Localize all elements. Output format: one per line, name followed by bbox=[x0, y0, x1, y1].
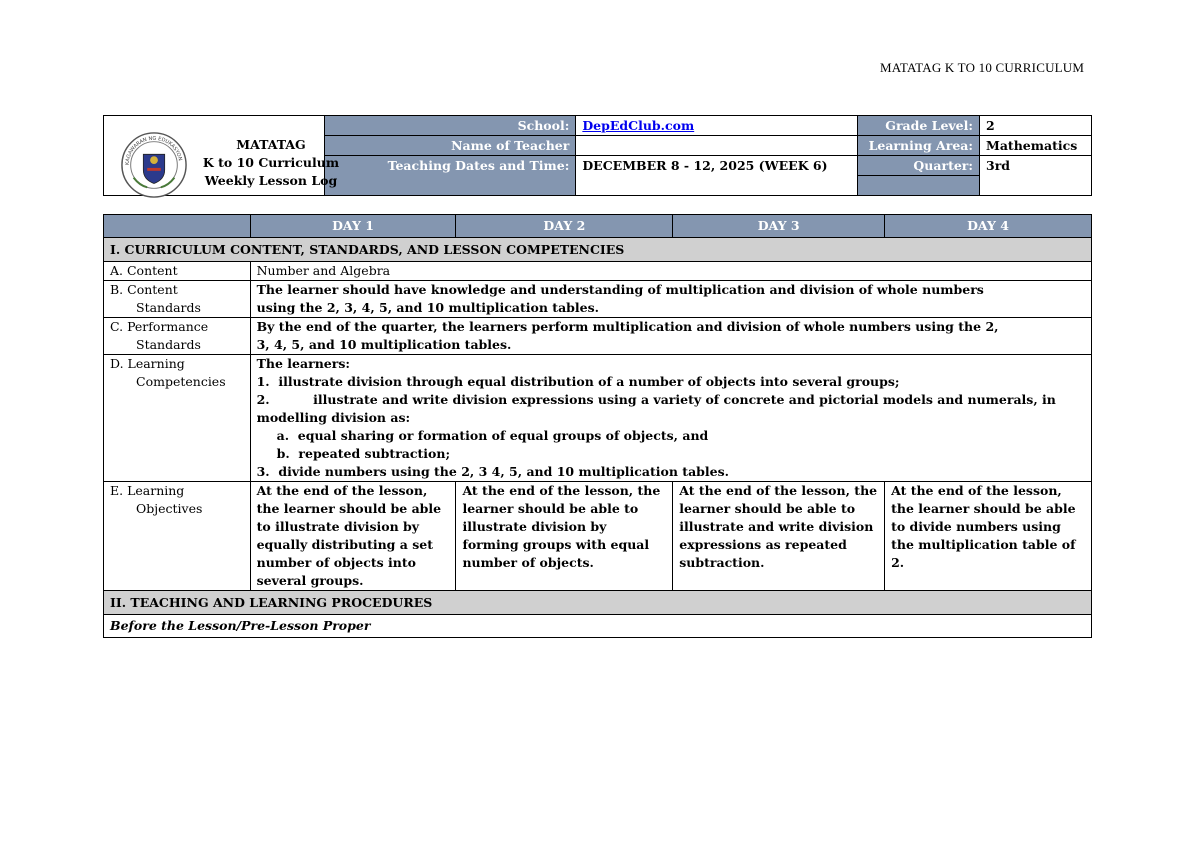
objective-day-4: At the end of the lesson, the learner should be able to divide numbers using the multiplication table of 2. bbox=[885, 482, 1092, 591]
day-header-2: DAY 2 bbox=[456, 215, 673, 238]
quarter-label-fill bbox=[858, 176, 980, 196]
competencies-label-a: D. Learning bbox=[110, 356, 185, 371]
before-lesson-row bbox=[104, 615, 1092, 638]
objectives-row bbox=[104, 482, 1092, 591]
content-standards-label-a: B. Content bbox=[110, 282, 178, 297]
lesson-log-table bbox=[103, 214, 1092, 638]
competency-item-2-sub-a: a. equal sharing or formation of equal groups of objects, and bbox=[276, 428, 709, 443]
competencies-row bbox=[104, 355, 1092, 482]
content-standards-label-b: Standards bbox=[136, 300, 201, 315]
quarter-value: 3rd bbox=[980, 156, 1092, 196]
objectives-label-a: E. Learning bbox=[110, 483, 185, 498]
content-standards-line-1: The learner should have knowledge and understanding of multiplication and division of whole numbers bbox=[256, 282, 984, 297]
day-header-3: DAY 3 bbox=[673, 215, 885, 238]
performance-standards-label-a: C. Performance bbox=[110, 319, 209, 334]
deped-seal-icon bbox=[120, 131, 188, 199]
performance-standards-line-2: 3, 4, 5, and 10 multiplication tables. bbox=[256, 337, 512, 352]
day-header-1: DAY 1 bbox=[250, 215, 456, 238]
learning-area-label: Learning Area: bbox=[858, 136, 980, 156]
performance-standards-line-1: By the end of the quarter, the learners perform multiplication and division of whole numbers using the 2, bbox=[256, 319, 999, 334]
logo-cell bbox=[104, 116, 340, 196]
content-label: A. Content bbox=[104, 262, 251, 281]
section-1-row bbox=[104, 238, 1092, 262]
teacher-label: Name of Teacher bbox=[324, 136, 576, 156]
objective-day-3: At the end of the lesson, the learner should be able to illustrate and write division expressions as repeated subtraction. bbox=[673, 482, 885, 591]
objectives-label-b: Objectives bbox=[136, 501, 203, 516]
grade-level-value: 2 bbox=[980, 116, 1092, 136]
competency-item-2-sub-b: b. repeated subtraction; bbox=[276, 446, 451, 461]
competencies-intro: The learners: bbox=[256, 356, 350, 371]
section-1-title: I. CURRICULUM CONTENT, STANDARDS, AND LESSON COMPETENCIES bbox=[104, 238, 1092, 262]
competency-item-1: 1. illustrate division through equal distribution of a number of objects into several groups; bbox=[256, 374, 900, 389]
competencies-label-b: Competencies bbox=[136, 374, 226, 389]
learning-area-value: Mathematics bbox=[980, 136, 1092, 156]
objective-day-2: At the end of the lesson, the learner should be able to illustrate division by forming groups with equal number of objects. bbox=[456, 482, 673, 591]
performance-standards-row bbox=[104, 318, 1092, 355]
grade-level-label: Grade Level: bbox=[858, 116, 980, 136]
day-header-blank bbox=[104, 215, 251, 238]
content-value: Number and Algebra bbox=[250, 262, 1091, 281]
content-standards-row bbox=[104, 281, 1092, 318]
teaching-dates-value: DECEMBER 8 - 12, 2025 (WEEK 6) bbox=[576, 156, 858, 196]
content-row bbox=[104, 262, 1092, 281]
header-info-table bbox=[103, 115, 1092, 196]
performance-standards-label-b: Standards bbox=[136, 337, 201, 352]
section-2-row bbox=[104, 591, 1092, 615]
competency-item-2b: modelling division as: bbox=[256, 410, 411, 425]
content-standards-line-2: using the 2, 3, 4, 5, and 10 multiplication tables. bbox=[256, 300, 599, 315]
logo-title-line-2: K to 10 Curriculum bbox=[202, 155, 340, 170]
logo-title-line-3: Weekly Lesson Log bbox=[204, 173, 338, 188]
teaching-dates-label: Teaching Dates and Time: bbox=[324, 156, 576, 196]
logo-title-line-1: MATATAG bbox=[236, 137, 306, 152]
competency-item-3: 3. divide numbers using the 2, 3 4, 5, and 10 multiplication tables. bbox=[256, 464, 730, 479]
objective-day-1: At the end of the lesson, the learner should be able to illustrate division by equally distributing a set number of objects into several groups. bbox=[250, 482, 456, 591]
school-link[interactable]: DepEdClub.com bbox=[582, 118, 695, 133]
section-2-title: II. TEACHING AND LEARNING PROCEDURES bbox=[104, 591, 1092, 615]
day-header-4: DAY 4 bbox=[885, 215, 1092, 238]
before-lesson-title: Before the Lesson/Pre-Lesson Proper bbox=[104, 615, 1092, 638]
day-header-row bbox=[104, 215, 1092, 238]
page-header: MATATAG K TO 10 CURRICULUM bbox=[880, 60, 1085, 75]
teacher-value bbox=[576, 136, 858, 156]
seal-text: KAGAWARAN NG EDUKASYON bbox=[124, 135, 183, 166]
competency-item-2a: 2. illustrate and write division expressions using a variety of concrete and pictorial models and numerals, in bbox=[256, 392, 1056, 407]
quarter-label: Quarter: bbox=[858, 156, 980, 176]
school-label: School: bbox=[324, 116, 576, 136]
